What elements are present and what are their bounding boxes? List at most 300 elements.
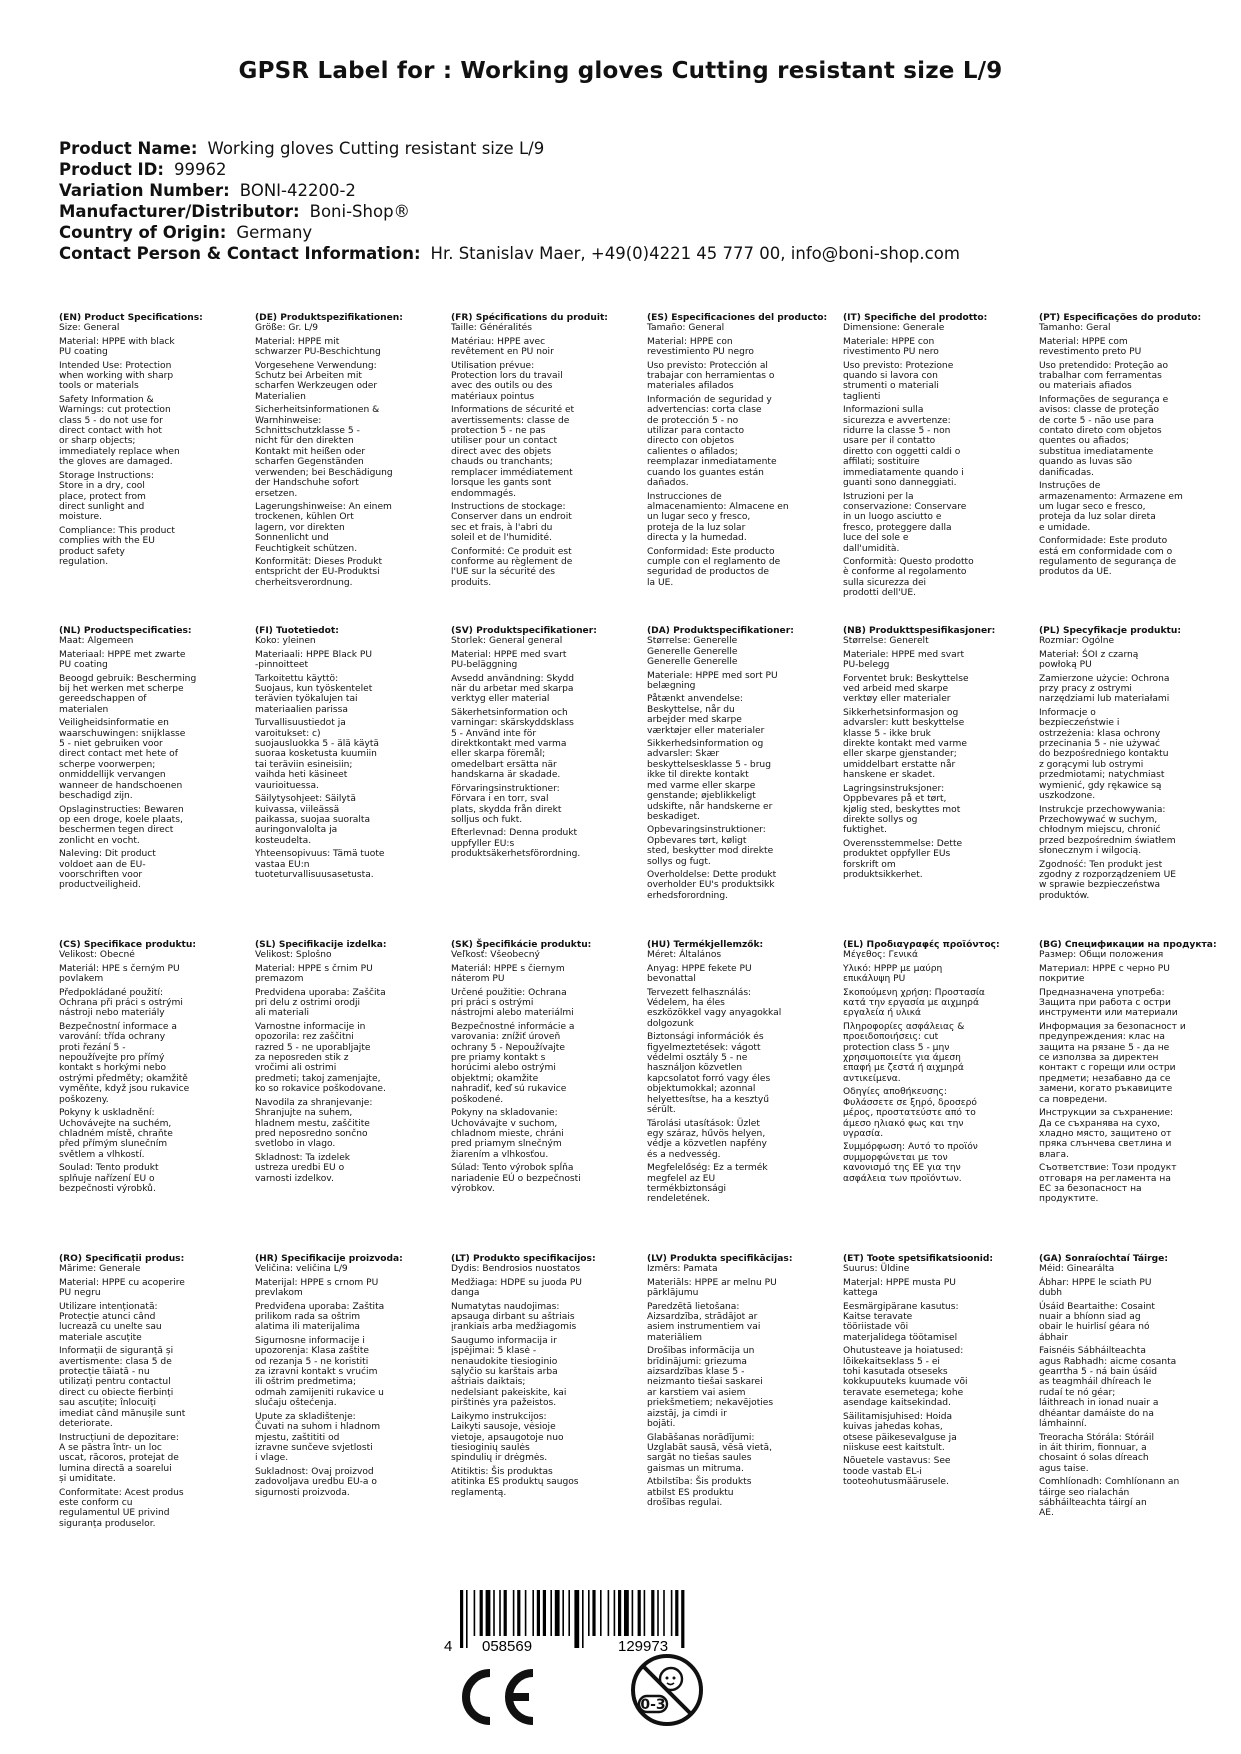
language-spec-line: chauds ou tranchants; [451, 457, 553, 468]
language-spec-line: AE. [1039, 1508, 1054, 1519]
product-info-label: Contact Person & Contact Information: [59, 244, 421, 263]
language-spec-line: guanti sono danneggiati. [843, 478, 957, 489]
language-spec-paragraph [451, 708, 629, 781]
language-spec-line: værktøjer eller materialer [647, 725, 765, 736]
language-spec-line: Veľkosť: Všeobecný [451, 950, 540, 961]
language-spec-line: lorsque les gants sont [451, 478, 552, 489]
language-spec-line: contato direto com objetos [1039, 426, 1162, 437]
language-spec-paragraph [255, 361, 433, 403]
barcode-digit-group-2: 058569 [482, 1638, 533, 1652]
language-spec-line: auringonvalolta ja [255, 825, 338, 836]
barcode-bar [543, 1590, 546, 1636]
language-spec-paragraph [255, 323, 433, 333]
language-spec-line: ili oštrim predmetima; [255, 1377, 357, 1388]
language-spec-heading: (FI) Tuotetiedot: [255, 626, 339, 636]
language-spec-line: protection 5 - ne pas [451, 426, 546, 437]
language-spec-line: od rezanja 5 - ne koristiti [255, 1356, 369, 1367]
language-spec-line: productveiligheid. [59, 880, 141, 891]
language-spec-line: drošības regulai. [647, 1497, 723, 1508]
language-spec-block [1039, 626, 1217, 901]
language-spec-line: chosaint ó solas díreach [1039, 1453, 1149, 1464]
language-spec-line: προειδοποιήσεις: cut [843, 1032, 939, 1043]
language-spec-line: helyettesítse, ha a kesztyű [647, 1094, 769, 1105]
language-spec-line: nicht für den direkten [255, 436, 354, 447]
language-spec-line: teravate esemetega; kohe [843, 1387, 964, 1398]
language-spec-line: Informacje o [1039, 707, 1096, 718]
language-spec-line: Zgodność: Ten produkt jest [1039, 859, 1163, 870]
language-spec-line: der Handschuhe sofort [255, 478, 359, 489]
language-spec-line: przed bezpośrednim światłem [1039, 835, 1176, 846]
language-spec-line: tuoteturvallisuusasetusta. [255, 869, 374, 880]
language-spec-line: regulamentul UE privind [59, 1508, 170, 1519]
language-spec-line: beschermen tegen direct [59, 825, 174, 836]
language-spec-heading: (PT) Especificações do produto: [1039, 313, 1202, 323]
language-spec-line: ábhair [1039, 1332, 1068, 1343]
language-spec-line: regulation. [59, 556, 109, 567]
language-spec-paragraph [255, 337, 433, 358]
language-spec-line: κανονισμό της ΕΕ για την [843, 1163, 961, 1174]
language-spec-line: Mărime: Generale [59, 1264, 141, 1275]
language-spec-line: покритие [1039, 974, 1085, 985]
language-spec-line: poškozeny. [59, 1094, 109, 1105]
language-spec-line: Tárolási utasítások: Üzlet [647, 1118, 760, 1129]
language-spec-line: Eesmärgipärane kasutus: [843, 1301, 959, 1312]
language-spec-line: Instructions de stockage: [451, 501, 566, 512]
language-spec-line: z gorącymi lub ostrymi [1039, 759, 1144, 770]
language-spec-line: kokkupuuteks kuumade või [843, 1377, 968, 1388]
language-spec-paragraph [647, 988, 825, 1030]
language-spec-line: reglamentą. [451, 1487, 507, 1498]
language-spec-paragraph [1039, 805, 1217, 857]
language-spec-line: Storlek: General general [451, 636, 563, 647]
language-spec-line: terävien työkalujen tai [255, 694, 358, 705]
language-spec-line: produtos da UE. [1039, 567, 1112, 578]
barcode-bar [663, 1590, 665, 1636]
language-spec-line: PU-belegg [843, 660, 890, 671]
language-spec-line: strumenti o materiali [843, 381, 939, 392]
language-spec-paragraph [647, 636, 825, 667]
language-spec-line: Φυλάσσετε σε ξηρό, δροσερό [843, 1097, 977, 1108]
language-spec-line: avertissements: classe de [451, 415, 570, 426]
language-spec-line: ali materiali [255, 1008, 309, 1019]
language-spec-line: A se păstra într- un loc [59, 1442, 162, 1453]
language-spec-paragraph [255, 650, 433, 671]
language-spec-line: Material: HPPE con [647, 336, 733, 347]
language-spec-line: Schutz bei Arbeiten mit [255, 371, 362, 382]
language-spec-paragraph [1039, 650, 1217, 671]
language-spec-line: Medžiaga: HDPE su juoda PU [451, 1277, 582, 1288]
language-spec-line: Yhteensopivuus: Tämä tuote [255, 849, 385, 860]
language-spec-line: Tamanho: Geral [1039, 323, 1111, 334]
language-spec-line: pirštinės yra pažeistos. [451, 1398, 557, 1409]
language-spec-paragraph [843, 674, 1021, 705]
language-spec-line: Veiligheidsinformatie en [59, 718, 169, 729]
language-spec-line: w sprawie bezpieczeństwa [1039, 880, 1161, 891]
language-spec-line: directo con objetos [647, 436, 734, 447]
language-spec-paragraph [843, 361, 1021, 403]
language-spec-line: αντικείμενα. [843, 1073, 901, 1084]
language-spec-paragraph [843, 950, 1021, 960]
spec-row [59, 940, 1239, 1240]
language-spec-line: uppfyller EU:s [451, 838, 515, 849]
language-spec-paragraph [1039, 1163, 1217, 1205]
language-spec-line: Drošības informācija un [647, 1346, 755, 1357]
language-spec-line: powłoką PU [1039, 660, 1092, 671]
language-spec-paragraph [451, 547, 629, 589]
language-spec-line: замени, когато ръкавиците [1039, 1084, 1173, 1095]
not-suitable-under-3-icon [629, 1652, 705, 1732]
language-spec-line: dolgozunk [647, 1018, 694, 1029]
language-spec-paragraph [1039, 1264, 1217, 1274]
language-spec-line: premazom [255, 974, 304, 985]
language-spec-paragraph [255, 1336, 433, 1409]
language-spec-line: инструменти или материали [1039, 1008, 1178, 1019]
language-spec-line: fresco, proteggere dalla [843, 522, 952, 533]
language-spec-heading: (SL) Specifikacije izdelka: [255, 940, 387, 950]
language-spec-paragraph [843, 1302, 1021, 1344]
language-spec-paragraph [647, 1264, 825, 1274]
language-spec-line: kuivas jahedas kohas, [843, 1422, 943, 1433]
language-spec-line: nariadenie EÚ o bezpečnosti [451, 1173, 581, 1184]
language-spec-paragraph [647, 547, 825, 589]
language-spec-line: beskyttelsesklasse 5 - brug [647, 759, 771, 770]
language-spec-line: prilikom rada sa oštrim [255, 1312, 361, 1323]
language-spec-paragraph [1039, 1346, 1217, 1429]
language-spec-line: Materijal: HPPE s crnom PU [255, 1277, 379, 1288]
language-spec-line: Feuchtigkeit schützen. [255, 543, 358, 554]
language-spec-paragraph [647, 1278, 825, 1299]
language-spec-paragraph [843, 1264, 1021, 1274]
language-spec-paragraph [843, 839, 1021, 881]
language-spec-line: Overholdelse: Dette produkt [647, 869, 777, 880]
language-spec-line: предупреждения: клас на [1039, 1032, 1165, 1043]
language-spec-line: termékbiztonsági [647, 1183, 727, 1194]
language-spec-line: Shranjujte na suhem, [255, 1108, 353, 1119]
language-spec-line: este conform cu [59, 1497, 133, 1508]
language-spec-line: obair le huirlisí géara nó [1039, 1322, 1150, 1333]
language-spec-line: Tamaño: General [647, 323, 725, 334]
language-spec-line: direct sunlight and [59, 501, 145, 512]
language-spec-block [451, 626, 629, 860]
language-spec-paragraph [843, 964, 1021, 985]
spec-row [59, 313, 1239, 613]
language-spec-paragraph [647, 492, 825, 544]
language-spec-line: μέρος, προστατεύστε από το [843, 1108, 976, 1119]
language-spec-line: Material: HPPE mit [255, 336, 340, 347]
language-spec-line: Maat: Algemeen [59, 636, 134, 647]
language-spec-heading: (SK) Špecifikácie produktu: [451, 940, 592, 950]
language-spec-line: Materiale: HPPE med sort PU [647, 670, 778, 681]
language-spec-line: pri práci s ostrými [451, 998, 534, 1009]
language-spec-line: gearrtha 5 - ná bain úsáid [1039, 1367, 1158, 1378]
language-spec-block [843, 940, 1021, 1184]
language-spec-line: direct contact met hete of [59, 749, 178, 760]
language-spec-line: Materiaal: HPPE met zwarte [59, 649, 186, 660]
language-spec-line: védje a közvetlen napfény [647, 1139, 767, 1150]
language-spec-paragraph [843, 557, 1021, 599]
language-spec-line: pre priamy kontakt s [451, 1053, 546, 1064]
language-spec-paragraph [255, 1098, 433, 1150]
language-spec-line: un lugar seco y fresco, [647, 512, 751, 523]
language-spec-line: produktsäkerhetsförordning. [451, 849, 581, 860]
language-spec-line: ikke til direkte kontakt [647, 770, 749, 781]
language-spec-line: rivestimento PU nero [843, 347, 939, 358]
ce-mark-icon [457, 1668, 537, 1730]
language-spec-line: suojausluokka 5 - älä käytä [255, 739, 379, 750]
language-spec-line: sicurezza e avvertenze: [843, 415, 951, 426]
language-spec-paragraph [59, 1488, 237, 1530]
barcode-bar [460, 1590, 463, 1648]
language-spec-line: Förvaringsinstruktioner: [451, 783, 560, 794]
language-spec-line: Faisnéis Sábháilteachta [1039, 1346, 1146, 1357]
language-spec-line: voorschriften voor [59, 869, 143, 880]
language-spec-line: armazenamento: Armazene em [1039, 491, 1183, 502]
language-spec-line: lõikekaitseklass 5 - ei [843, 1356, 940, 1367]
language-spec-line: objektmi; okamžite [451, 1073, 539, 1084]
language-spec-line: sollys og fugt. [647, 856, 711, 867]
language-spec-line: mjestu, zaštititi od [255, 1432, 340, 1443]
language-spec-line: Conformidad: Este producto [647, 546, 775, 557]
language-spec-line: protecție tăiată - nu [59, 1367, 150, 1378]
language-spec-line: Beskyttelse, når du [647, 704, 735, 715]
language-spec-line: Größe: Gr. L/9 [255, 323, 319, 334]
language-spec-line: Méid: Ginearálta [1039, 1264, 1115, 1275]
language-spec-heading: (ES) Especificaciones del producto: [647, 313, 828, 323]
language-spec-line: Informations de sécurité et [451, 405, 575, 416]
language-spec-line: za neposreden stik z [255, 1053, 349, 1064]
language-spec-paragraph [59, 1108, 237, 1160]
language-spec-line: l'UE sur la sécurité des [451, 567, 555, 578]
language-spec-paragraph [451, 1264, 629, 1274]
language-spec-paragraph [843, 636, 1021, 646]
language-spec-heading: (ET) Toote spetsifikatsioonid: [843, 1254, 994, 1264]
language-spec-line: produktet oppfyller EUs [843, 849, 951, 860]
language-spec-line: soleil et de l'humidité. [451, 533, 552, 544]
language-spec-paragraph [843, 323, 1021, 333]
language-spec-line: Tarkoitettu käyttö: [255, 673, 339, 684]
barcode-bar [657, 1590, 659, 1636]
language-spec-line: deteriorate. [59, 1419, 113, 1430]
language-spec-line: Σκοπούμενη χρήση: Προστασία [843, 987, 985, 998]
language-spec-line: agus Rabhadh: aicme cosanta [1039, 1356, 1177, 1367]
language-spec-paragraph [647, 671, 825, 692]
language-spec-line: 5 - niet gebruiken voor [59, 739, 163, 750]
language-spec-line: aštriais daiktais; [451, 1377, 526, 1388]
language-spec-line: Úsáid Beartaithe: Cosaint [1039, 1301, 1155, 1312]
language-spec-line: Suurus: Üldine [843, 1264, 910, 1275]
language-spec-heading: (HU) Termékjellemzők: [647, 940, 764, 950]
barcode-bar [555, 1590, 560, 1636]
language-spec-paragraph [255, 1412, 433, 1464]
language-spec-line: επαφή με ζεστά ή αιχμηρά [843, 1063, 964, 1074]
language-spec-line: verktyg eller material [451, 694, 550, 705]
language-spec-line: ou materiais afiados [1039, 381, 1132, 392]
language-spec-line: beschadigd zijn. [59, 791, 133, 802]
language-spec-paragraph [843, 492, 1021, 554]
language-spec-line: asiem instrumentiem vai [647, 1322, 761, 1333]
language-spec-line: Uso pretendido: Proteção ao [1039, 360, 1169, 371]
language-spec-paragraph [1039, 1278, 1217, 1299]
language-spec-line: otsese päikesevalguse ja [843, 1432, 957, 1443]
language-spec-heading: (CS) Specifikace produktu: [59, 940, 196, 950]
language-spec-line: Ábhar: HPPE le sciath PU [1039, 1277, 1152, 1288]
language-spec-heading: (DA) Produktspecifikationer: [647, 626, 794, 636]
language-spec-line: prodotti dell'UE. [843, 588, 916, 599]
barcode-bar [513, 1590, 515, 1636]
language-spec-line: náterom PU [451, 974, 505, 985]
svg-text:0-3: 0-3 [640, 1697, 666, 1713]
language-spec-line: slučaju oštećenja. [255, 1398, 337, 1409]
language-spec-line: ostrými předměty; okamžitě [59, 1073, 188, 1084]
language-spec-line: arbejder med skarpe [647, 715, 742, 726]
language-spec-line: proti řezání 5 - [59, 1042, 126, 1053]
language-spec-paragraph [451, 674, 629, 705]
language-spec-line: forskrift om [843, 859, 896, 870]
language-spec-line: Materjal: HPPE musta PU [843, 1277, 956, 1288]
language-spec-line: Påtænkt anvendelse: [647, 694, 743, 705]
language-spec-line: splňuje nařízení EU o [59, 1173, 155, 1184]
language-spec-line: sec et frais, à l'abri du [451, 522, 553, 533]
language-spec-line: proteja de la luz solar [647, 522, 746, 533]
language-spec-line: Čuvati na suhom i hladnom [255, 1422, 381, 1433]
product-info-label: Country of Origin: [59, 223, 227, 242]
language-spec-line: Skladnost: Ta izdelek [255, 1152, 351, 1163]
language-spec-line: Przechowywać w suchym, [1039, 814, 1158, 825]
language-spec-paragraph [59, 361, 237, 392]
language-spec-paragraph [1039, 1477, 1217, 1519]
language-spec-block [451, 1254, 629, 1498]
language-spec-paragraph [451, 1302, 629, 1333]
language-spec-line: cumple con el reglamento de [647, 556, 781, 567]
language-spec-line: bevonattal [647, 974, 696, 985]
language-spec-paragraph [647, 950, 825, 960]
language-spec-line: Materialien [255, 391, 306, 402]
language-spec-line: продуктите. [1039, 1194, 1099, 1205]
language-spec-paragraph [59, 1278, 237, 1299]
language-spec-heading: (PL) Specyfikacje produktu: [1039, 626, 1181, 636]
language-spec-paragraph [451, 405, 629, 499]
language-spec-line: revestimiento PU negro [647, 347, 754, 358]
language-spec-line: Sonnenlicht und [255, 533, 329, 544]
language-spec-line: remplacer immédiatement [451, 467, 573, 478]
language-spec-line: chladnom mieste, chráni [451, 1128, 564, 1139]
language-spec-paragraph [59, 636, 237, 646]
language-spec-line: ЕС за безопасност на [1039, 1183, 1142, 1194]
barcode-bar [525, 1590, 527, 1636]
language-spec-line: Laikyti sausoje, vėsioje [451, 1422, 556, 1433]
barcode-bar [582, 1590, 584, 1648]
language-spec-line: razred 5 - ne uporabljajte [255, 1042, 371, 1053]
language-spec-line: Размер: Общи положения [1039, 950, 1164, 961]
language-spec-line: Säilitamisjuhised: Hoida [843, 1411, 953, 1422]
language-spec-paragraph [255, 405, 433, 499]
language-spec-line: um lugar seco e fresco, [1039, 501, 1146, 512]
language-spec-paragraph [647, 1119, 825, 1161]
language-spec-paragraph [255, 674, 433, 716]
language-spec-line: Μέγεθος: Γενικά [843, 950, 918, 961]
product-info-label: Product ID: [59, 160, 164, 179]
language-spec-line: Materiale: HPPE med svart [843, 649, 965, 660]
language-spec-line: varování: třída ochrany [59, 1032, 166, 1043]
language-spec-paragraph [59, 337, 237, 358]
language-spec-paragraph [1039, 708, 1217, 802]
language-spec-line: luce del sole e [843, 533, 909, 544]
language-spec-line: Instruções de [1039, 481, 1101, 492]
language-spec-paragraph [647, 323, 825, 333]
language-spec-line: voldoet aan de EU- [59, 859, 146, 870]
barcode-bar [675, 1590, 678, 1636]
language-spec-paragraph [843, 1022, 1021, 1084]
language-spec-line: chladném místě, chraňte [59, 1128, 173, 1139]
language-spec-heading: (BG) Спецификации на продукта: [1039, 940, 1217, 950]
language-spec-line: Konformität: Dieses Produkt [255, 556, 383, 567]
language-spec-line: matériaux pointus [451, 391, 535, 402]
language-spec-paragraph [647, 694, 825, 736]
barcode-bar [466, 1590, 468, 1648]
language-spec-line: Dydis: Bendrosios nuostatos [451, 1264, 581, 1275]
language-spec-line: gaismas un mitruma. [647, 1463, 744, 1474]
language-spec-line: dall'umidità. [843, 543, 900, 554]
language-spec-line: cuando los guantes están [647, 467, 764, 478]
language-spec-line: használjon közvetlen [647, 1063, 743, 1074]
language-spec-line: Lagerungshinweise: An einem [255, 501, 392, 512]
language-spec-line: Информация за безопасност и [1039, 1021, 1186, 1032]
language-spec-line: i vlage. [255, 1453, 289, 1464]
language-spec-line: diretto con oggetti caldi o [843, 446, 961, 457]
barcode-bar [499, 1590, 501, 1636]
language-spec-line: verwenden; bei Beschädigung [255, 467, 393, 478]
language-spec-line: kapcsolatot forró vagy éles [647, 1073, 771, 1084]
language-spec-line: Instrucciones de [647, 491, 722, 502]
barcode-bar [671, 1590, 673, 1636]
language-spec-line: direct avec des objets [451, 446, 552, 457]
language-spec-paragraph [59, 1022, 237, 1105]
product-info-row [59, 159, 960, 180]
language-spec-line: Materiaali: HPPE Black PU [255, 649, 373, 660]
language-spec-line: tohi kasutada otseseks [843, 1367, 948, 1378]
language-spec-line: produits. [451, 577, 492, 588]
language-spec-line: varoitukset: c) [255, 728, 321, 739]
language-spec-line: láithreach in ionad nuair a [1039, 1398, 1159, 1409]
language-spec-line: schwarzer PU-Beschichtung [255, 347, 381, 358]
product-info-value: Working gloves Cutting resistant size L/9 [207, 139, 545, 158]
language-spec-line: Материал: HPPE с черно PU [1039, 963, 1170, 974]
language-spec-line: Taille: Généralités [451, 323, 533, 334]
product-info-value: Germany [236, 223, 313, 242]
language-spec-line: lagern, vor direkten [255, 522, 345, 533]
language-spec-line: direkte kontakt med varme [843, 739, 967, 750]
language-spec-paragraph [255, 849, 433, 880]
language-spec-line: Sicherheitsinformationen & [255, 405, 380, 416]
language-spec-line: produktsikkerhet. [843, 869, 923, 880]
language-spec-line: Predviđena uporaba: Zaštita [255, 1301, 385, 1312]
language-spec-line: quentes ou afiados; [1039, 436, 1129, 447]
product-info [59, 138, 960, 264]
language-spec-line: utilizați pentru contactul [59, 1377, 171, 1388]
language-spec-line: Kontakt mit heißen oder [255, 446, 366, 457]
language-spec-line: Pokyny k uskladnění: [59, 1108, 155, 1119]
language-spec-line: materiales afilados [647, 381, 734, 392]
language-spec-line: Storage Instructions: [59, 470, 154, 481]
language-spec-line: bezpieczeństwie i [1039, 718, 1120, 729]
language-spec-line: seguridad de productos de [647, 567, 769, 578]
barcode-digit-group-1: 4 [444, 1638, 453, 1652]
language-spec-line: agus taise. [1039, 1463, 1089, 1474]
language-spec-line: Materiál: HPPE s čiernym [451, 963, 565, 974]
language-spec-line: revêtement en PU noir [451, 347, 554, 358]
language-spec-line: rudaí te nó géar; [1039, 1387, 1116, 1398]
language-spec-line: Utilisation prévue: [451, 360, 535, 371]
